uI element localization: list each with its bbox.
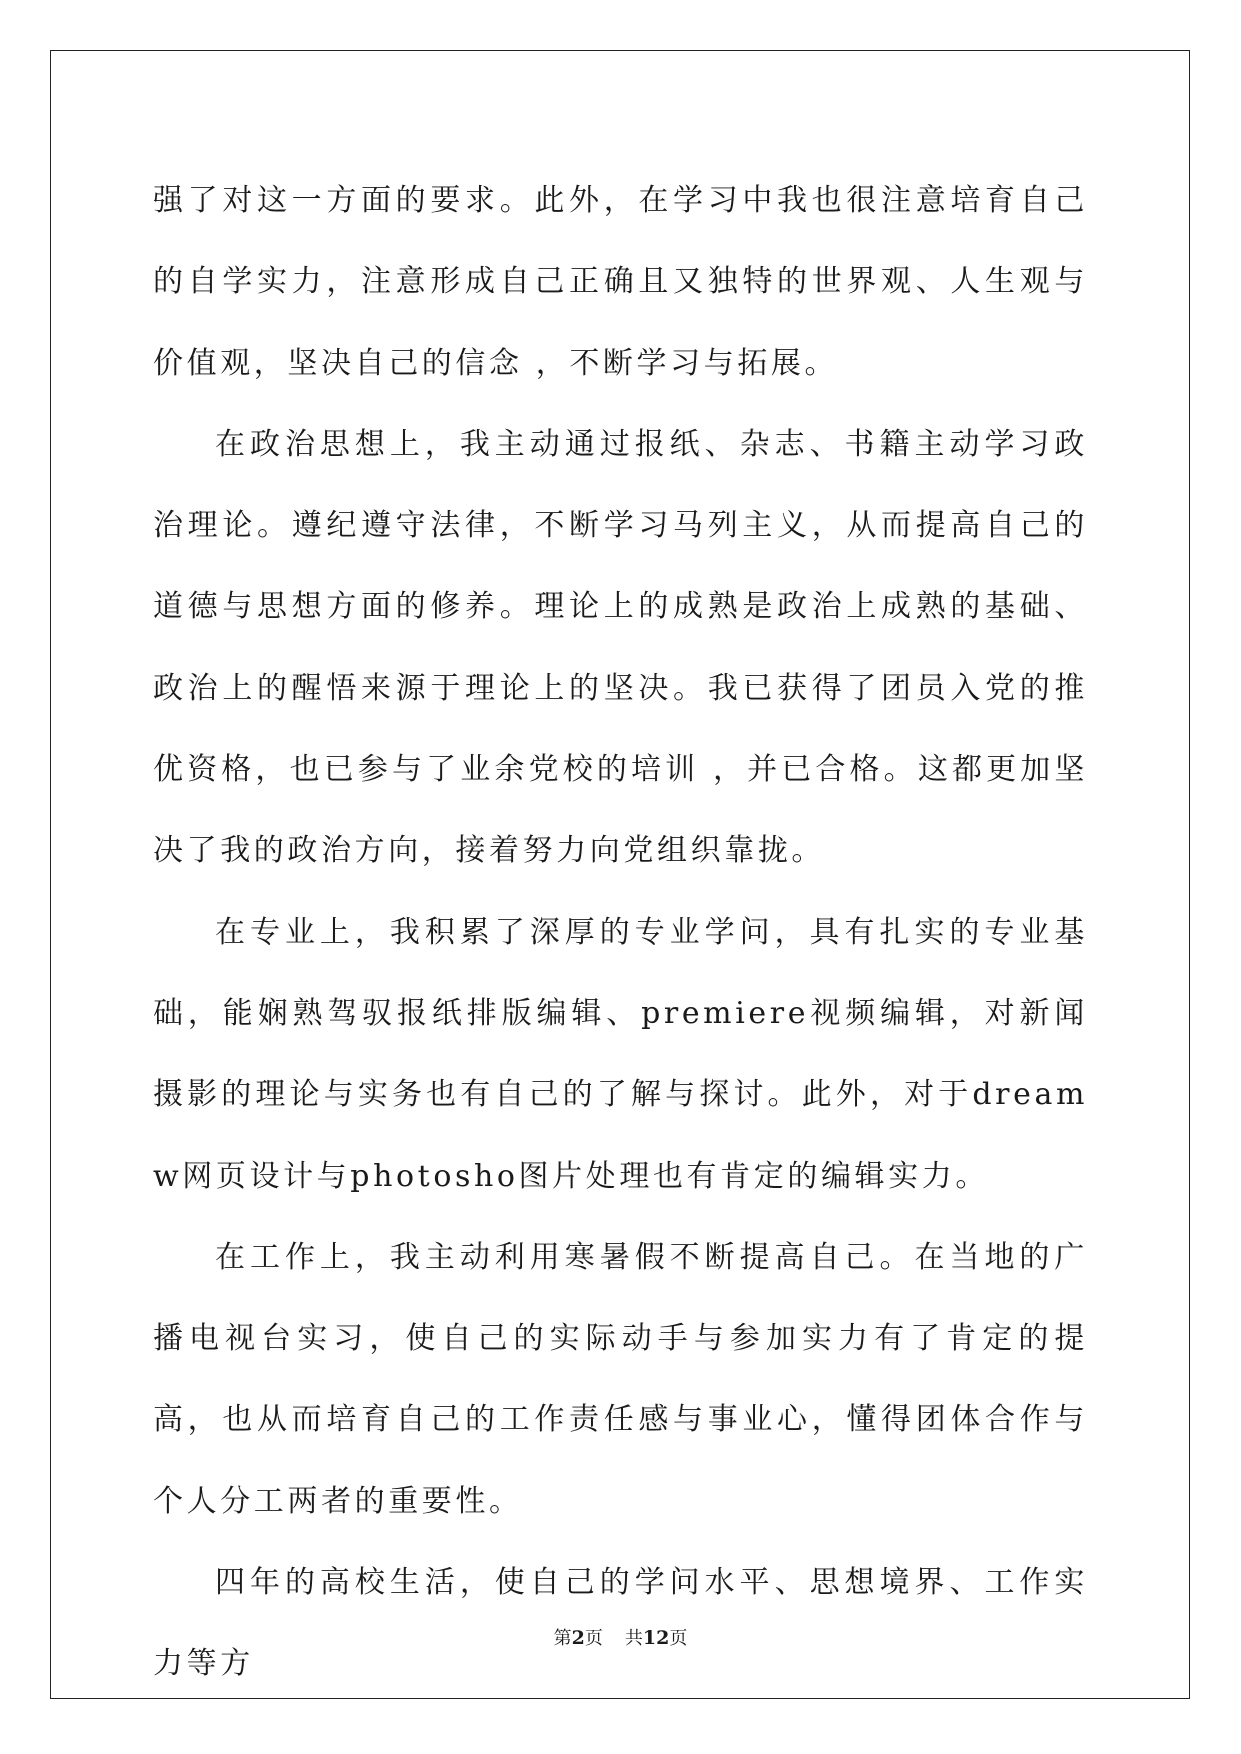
paragraph-four-years: 四年的高校生活，使自己的学问水平、思想境界、工作实力等方 xyxy=(153,1565,1088,1682)
document-body xyxy=(153,160,1088,1705)
page-number: 2 xyxy=(571,1627,585,1649)
paragraph-self-study: 强了对这一方面的要求。此外，在学习中我也很注意培育自己的自学实力，注意形成自己正确且又独特的世界观、人生观与价值观，坚决自己的信念 ，不断学习与拓展。 xyxy=(153,183,1088,381)
paragraph-political-thought: 在政治思想上，我主动通过报纸、杂志、书籍主动学习政治理论。遵纪遵守法律，不断学习马列主义，从而提高自己的道德与思想方面的修养。理论上的成熟是政治上成熟的基础、政治上的醒悟来源于理论上的坚决。我已获得了团员入党的推优资格，也已参与了业余党校的培训 ，并已合格。这都更加坚决了我的政治方向，接着努力向党组织靠拢。 xyxy=(153,426,1088,869)
paragraph-professional: 在专业上，我积累了深厚的专业学问，具有扎实的专业基础，能娴熟驾驭报纸排版编辑、premiere视频编辑，对新闻摄影的理论与实务也有自己的了解与探讨。此外，对于dreamw网页设计与photosho图片处理也有肯定的编辑实力。 xyxy=(153,914,1088,1194)
page-suffix: 页 xyxy=(584,1628,603,1649)
page-prefix: 第 xyxy=(553,1628,572,1649)
paragraph-work: 在工作上，我主动利用寒暑假不断提高自己。在当地的广播电视台实习，使自己的实际动手与参加实力有了肯定的提高，也从而培育自己的工作责任感与事业心，懂得团体合作与个人分工两者的重要性。 xyxy=(153,1239,1088,1519)
total-suffix: 页 xyxy=(669,1628,688,1649)
total-prefix: 共 xyxy=(624,1628,643,1649)
total-pages: 12 xyxy=(642,1627,670,1649)
page-footer xyxy=(0,1624,1241,1650)
